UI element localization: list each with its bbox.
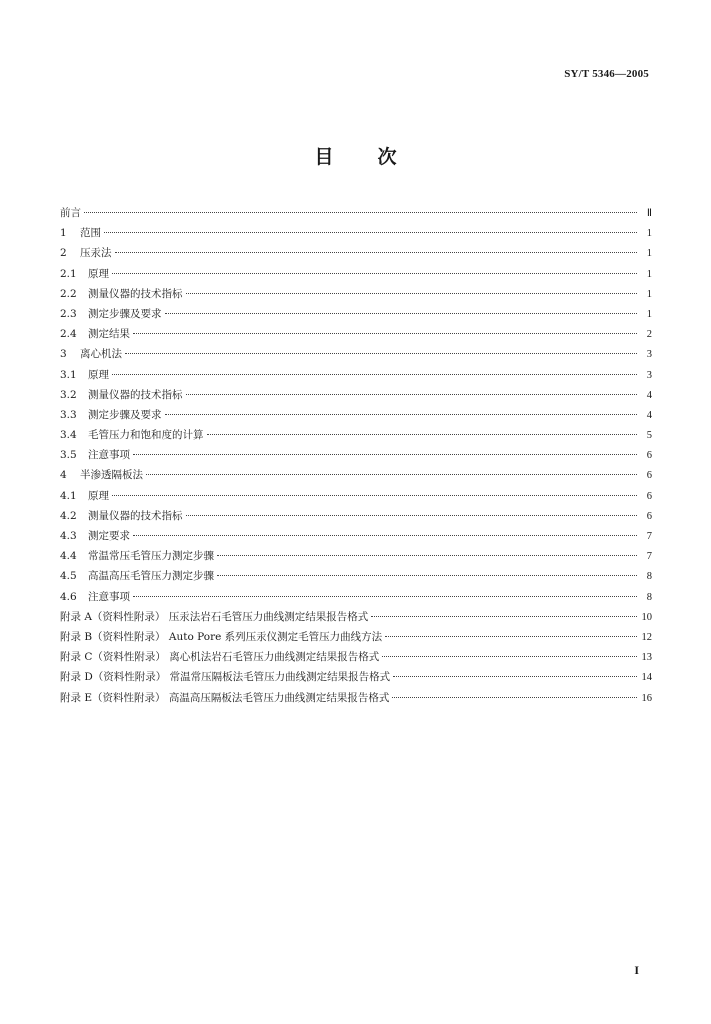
toc-entry-label: 附录 A（资料性附录） 压汞法岩石毛管压力曲线测定结果报告格式 bbox=[60, 610, 369, 623]
toc-entry-label: 原理 bbox=[88, 368, 109, 381]
toc-entry-page: 6 bbox=[646, 470, 652, 482]
toc-entry-number: 2.3 bbox=[60, 307, 77, 320]
toc-entry[interactable] bbox=[60, 266, 652, 286]
leader-dots bbox=[112, 273, 637, 274]
leader-dots bbox=[146, 474, 637, 475]
toc-entry-label: 附录 D（资料性附录） 常温常压隔板法毛管压力曲线测定结果报告格式 bbox=[60, 671, 391, 684]
toc-entry-page: 1 bbox=[646, 308, 652, 320]
toc-entry-label: 范围 bbox=[80, 227, 101, 240]
toc-entry-label: 压汞法 bbox=[80, 247, 112, 260]
toc-entry-page: 10 bbox=[641, 611, 652, 623]
toc-entry[interactable] bbox=[60, 589, 652, 609]
leader-dots bbox=[392, 697, 637, 698]
toc-entry-page: 16 bbox=[641, 692, 652, 704]
leader-dots bbox=[207, 434, 638, 435]
toc-entry[interactable] bbox=[60, 528, 652, 548]
toc-entry-page: 3 bbox=[646, 349, 652, 361]
leader-dots bbox=[385, 636, 637, 637]
toc-entry-label: 毛管压力和饱和度的计算 bbox=[88, 429, 204, 442]
page-title-part2: 次 bbox=[377, 146, 397, 168]
toc-entry-number: 2 bbox=[60, 247, 67, 260]
toc-entry-label: 注意事项 bbox=[88, 449, 130, 462]
toc-entry[interactable] bbox=[60, 346, 652, 366]
toc-entry-label: 测定要求 bbox=[88, 530, 130, 542]
table-of-contents bbox=[60, 205, 652, 710]
toc-entry[interactable] bbox=[60, 225, 652, 245]
toc-entry[interactable] bbox=[60, 690, 652, 710]
toc-entry-label: 原理 bbox=[88, 267, 109, 280]
leader-dots bbox=[133, 535, 637, 536]
toc-entry-page: 1 bbox=[646, 268, 652, 280]
leader-dots bbox=[133, 596, 637, 597]
toc-entry-number: 3.3 bbox=[60, 408, 77, 421]
toc-entry-page: 4 bbox=[646, 409, 652, 421]
page-title bbox=[0, 142, 711, 169]
toc-entry-number: 2.1 bbox=[60, 267, 77, 280]
toc-entry-number: 3.2 bbox=[60, 388, 77, 401]
toc-entry-label: 测量仪器的技术指标 bbox=[88, 388, 183, 401]
leader-dots bbox=[104, 232, 637, 233]
toc-entry-page: 13 bbox=[641, 652, 652, 664]
toc-entry-page: 6 bbox=[646, 450, 652, 462]
toc-entry-number: 2.4 bbox=[60, 328, 77, 341]
toc-entry-page: 6 bbox=[646, 510, 652, 522]
leader-dots bbox=[165, 414, 638, 415]
toc-entry-number: 4 bbox=[60, 469, 67, 482]
toc-entry-number: 4.4 bbox=[60, 550, 77, 563]
leader-dots bbox=[393, 676, 637, 677]
leader-dots bbox=[217, 575, 637, 576]
toc-entry-page: 1 bbox=[646, 228, 652, 240]
toc-entry-page: 8 bbox=[646, 591, 652, 603]
toc-entry-number: 1 bbox=[60, 227, 67, 240]
toc-entry[interactable] bbox=[60, 427, 652, 447]
toc-entry-label: 附录 C（资料性附录） 离心机法岩石毛管压力曲线测定结果报告格式 bbox=[60, 651, 380, 664]
toc-entry[interactable] bbox=[60, 629, 652, 649]
leader-dots bbox=[115, 252, 638, 253]
toc-entry-label: 测定步骤及要求 bbox=[88, 307, 162, 320]
leader-dots bbox=[217, 555, 637, 556]
toc-entry-label: 原理 bbox=[88, 489, 109, 502]
toc-entry-number: 4.6 bbox=[60, 590, 77, 603]
toc-entry-page: 1 bbox=[646, 288, 652, 300]
toc-entry[interactable] bbox=[60, 488, 652, 508]
toc-entry-number: 3.1 bbox=[60, 368, 77, 381]
toc-entry[interactable] bbox=[60, 508, 652, 528]
toc-entry-page: 12 bbox=[641, 631, 652, 643]
toc-entry-page: Ⅱ bbox=[646, 208, 652, 219]
toc-entry-label: 半渗透隔板法 bbox=[80, 469, 143, 482]
toc-entry[interactable] bbox=[60, 649, 652, 669]
toc-entry[interactable] bbox=[60, 609, 652, 629]
leader-dots bbox=[133, 454, 637, 455]
page-title-part1: 目 bbox=[314, 146, 334, 168]
toc-entry[interactable] bbox=[60, 548, 652, 568]
toc-entry-label: 测量仪器的技术指标 bbox=[88, 287, 183, 300]
leader-dots bbox=[186, 394, 638, 395]
toc-entry-number: 3 bbox=[60, 348, 67, 361]
toc-entry-page: 5 bbox=[646, 430, 652, 442]
toc-entry-label: 离心机法 bbox=[80, 348, 122, 361]
toc-entry[interactable] bbox=[60, 669, 652, 689]
leader-dots bbox=[112, 495, 637, 496]
toc-entry-label: 附录 E（资料性附录） 高温高压隔板法毛管压力曲线测定结果报告格式 bbox=[60, 691, 390, 704]
page-number: I bbox=[634, 963, 639, 977]
toc-entry[interactable] bbox=[60, 306, 652, 326]
toc-entry-label: 前言 bbox=[60, 207, 81, 219]
leader-dots bbox=[371, 616, 637, 617]
leader-dots bbox=[186, 293, 638, 294]
toc-entry-page: 6 bbox=[646, 490, 652, 502]
toc-entry-label: 注意事项 bbox=[88, 590, 130, 603]
toc-entry-number: 4.1 bbox=[60, 489, 77, 502]
toc-entry-number: 2.2 bbox=[60, 287, 77, 300]
leader-dots bbox=[186, 515, 638, 516]
toc-entry[interactable] bbox=[60, 205, 652, 225]
toc-entry-page: 7 bbox=[646, 531, 652, 542]
toc-entry-label: 测定步骤及要求 bbox=[88, 408, 162, 421]
toc-entry-number: 3.4 bbox=[60, 429, 77, 442]
leader-dots bbox=[125, 353, 637, 354]
toc-entry[interactable] bbox=[60, 387, 652, 407]
toc-entry[interactable] bbox=[60, 367, 652, 387]
toc-entry-page: 14 bbox=[641, 672, 652, 684]
toc-entry-page: 3 bbox=[646, 369, 652, 381]
toc-entry-label: 常温常压毛管压力测定步骤 bbox=[88, 550, 214, 563]
leader-dots bbox=[165, 313, 638, 314]
toc-entry-number: 4.5 bbox=[60, 570, 77, 583]
toc-entry-number: 4.3 bbox=[60, 530, 77, 542]
toc-entry[interactable] bbox=[60, 407, 652, 427]
toc-entry[interactable] bbox=[60, 568, 652, 588]
toc-entry-page: 4 bbox=[646, 389, 652, 401]
standard-code: SY/T 5346—2005 bbox=[564, 68, 649, 80]
toc-entry[interactable] bbox=[60, 447, 652, 467]
toc-entry-number: 3.5 bbox=[60, 449, 77, 462]
toc-entry[interactable] bbox=[60, 286, 652, 306]
toc-entry-page: 2 bbox=[646, 329, 652, 341]
toc-entry[interactable] bbox=[60, 467, 652, 487]
toc-entry[interactable] bbox=[60, 326, 652, 346]
toc-entry-label: 附录 B（资料性附录） Auto Pore 系列压汞仪测定毛管压力曲线方法 bbox=[60, 630, 383, 643]
toc-entry-label: 测量仪器的技术指标 bbox=[88, 509, 183, 522]
leader-dots bbox=[382, 656, 637, 657]
leader-dots bbox=[112, 374, 637, 375]
leader-dots bbox=[84, 212, 637, 213]
leader-dots bbox=[133, 333, 637, 334]
toc-entry-page: 8 bbox=[646, 571, 652, 583]
toc-entry-page: 1 bbox=[646, 248, 652, 260]
toc-entry-number: 4.2 bbox=[60, 509, 77, 522]
toc-entry-page: 7 bbox=[646, 551, 652, 563]
toc-entry-label: 测定结果 bbox=[88, 328, 130, 341]
toc-entry[interactable] bbox=[60, 245, 652, 265]
toc-entry-label: 高温高压毛管压力测定步骤 bbox=[88, 570, 214, 583]
